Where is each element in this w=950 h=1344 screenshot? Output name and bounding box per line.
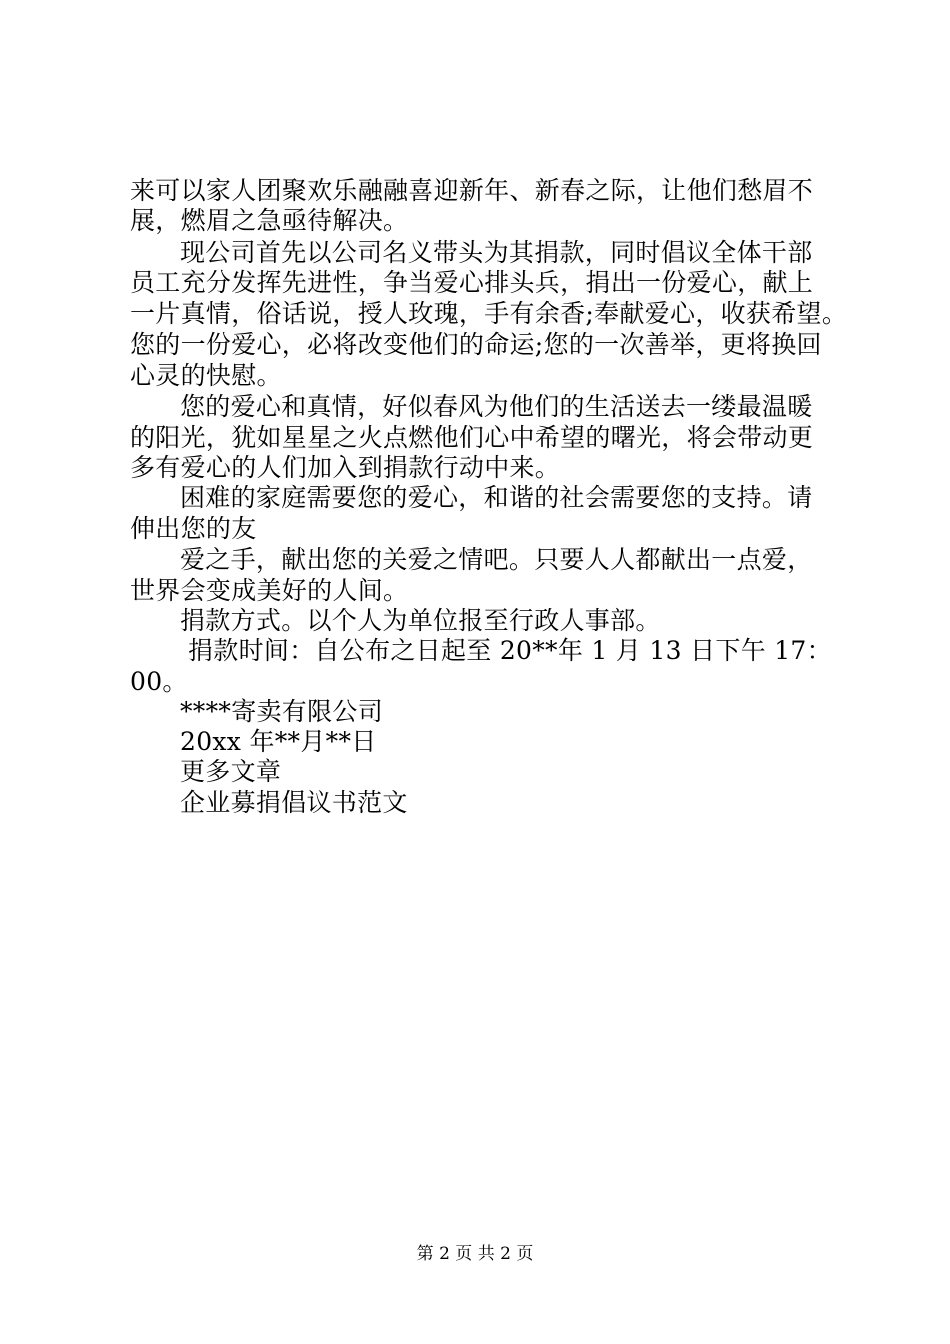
related-article-title: 企业募捐倡议书范文 — [180, 788, 408, 817]
page-number-footer: 第 2 页 共 2 页 — [416, 1244, 534, 1264]
body-line: 来可以家人团聚欢乐融融喜迎新年、新春之际，让他们愁眉不 — [130, 176, 814, 205]
body-line: 世界会变成美好的人间。 — [130, 576, 409, 605]
body-line: 现公司首先以公司名义带头为其捐款，同时倡议全体干部 — [180, 238, 813, 267]
body-line: 员工充分发挥先进性，争当爱心排头兵，捐出一份爱心，献上 — [130, 268, 814, 297]
body-line: 00。 — [130, 667, 188, 696]
body-line: 心灵的快慰。 — [130, 361, 282, 390]
signature-date: 20xx 年**月**日 — [180, 727, 377, 756]
body-line: 多有爱心的人们加入到捐款行动中来。 — [130, 453, 561, 482]
body-line: 伸出您的友 — [130, 514, 257, 543]
body-line: 一片真情，俗话说，授人玫瑰，手有余香;奉献爱心，收获希望。 — [130, 299, 848, 328]
body-line: 困难的家庭需要您的爱心，和谐的社会需要您的支持。请 — [180, 483, 813, 512]
body-line: 您的一份爱心，必将改变他们的命运;您的一次善举，更将换回 — [130, 330, 822, 359]
body-line: 展，燃眉之急亟待解决。 — [130, 206, 409, 235]
body-line: 捐款时间：自公布之日起至 20**年 1 月 13 日下午 17： — [188, 636, 832, 665]
body-line: 的阳光，犹如星星之火点燃他们心中希望的曙光，将会带动更 — [130, 423, 814, 452]
signature-company: ****寄卖有限公司 — [180, 697, 384, 726]
more-articles-label: 更多文章 — [180, 757, 282, 786]
body-line: 您的爱心和真情，好似春风为他们的生活送去一缕最温暖 — [180, 392, 813, 421]
body-line: 捐款方式。以个人为单位报至行政人事部。 — [180, 606, 661, 635]
body-line: 爱之手，献出您的关爱之情吧。只要人人都献出一点爱， — [180, 545, 813, 574]
